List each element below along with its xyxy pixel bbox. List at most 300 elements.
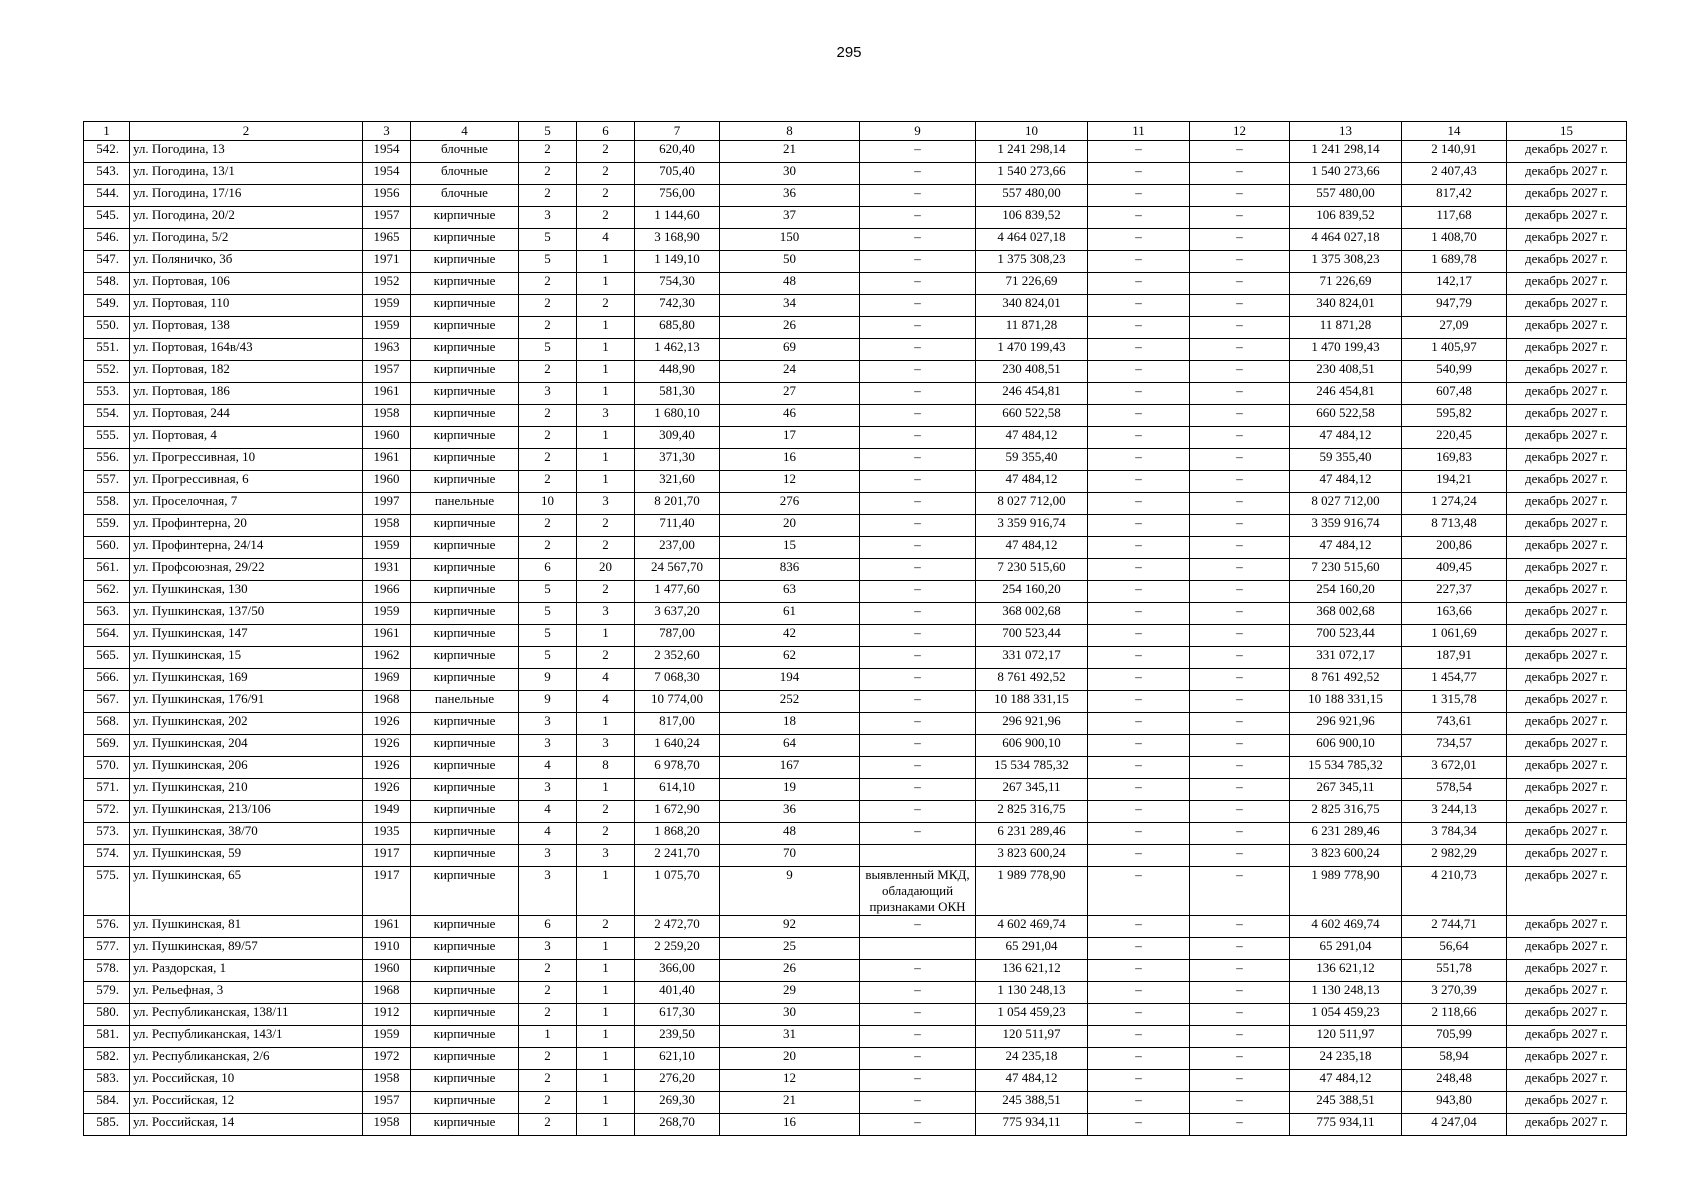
table-cell: 26 bbox=[720, 960, 860, 982]
column-header: 6 bbox=[577, 122, 635, 141]
table-cell: 59 355,40 bbox=[976, 449, 1088, 471]
table-cell: 340 824,01 bbox=[1290, 295, 1402, 317]
table-cell: 239,50 bbox=[635, 1026, 720, 1048]
table-cell: 9 bbox=[519, 691, 577, 713]
table-cell: ул. Пушкинская, 176/91 bbox=[130, 691, 363, 713]
table-cell: – bbox=[860, 251, 976, 273]
table-cell: 787,00 bbox=[635, 625, 720, 647]
table-cell: 1 bbox=[577, 427, 635, 449]
table-cell: 47 484,12 bbox=[976, 1070, 1088, 1092]
table-cell: ул. Пушкинская, 204 bbox=[130, 735, 363, 757]
table-cell: 3 bbox=[519, 383, 577, 405]
table-cell: 595,82 bbox=[1402, 405, 1507, 427]
table-row bbox=[84, 1070, 1627, 1092]
table-cell: 620,40 bbox=[635, 141, 720, 163]
table-cell: ул. Прогрессивная, 10 bbox=[130, 449, 363, 471]
table-cell: ул. Пушкинская, 81 bbox=[130, 916, 363, 938]
table-cell: 47 484,12 bbox=[1290, 1070, 1402, 1092]
table-cell: 550. bbox=[84, 317, 130, 339]
table-cell: 3 359 916,74 bbox=[976, 515, 1088, 537]
table-cell: – bbox=[1190, 361, 1290, 383]
table-cell: декабрь 2027 г. bbox=[1507, 493, 1627, 515]
table-cell: ул. Российская, 12 bbox=[130, 1092, 363, 1114]
table-cell: 3 bbox=[519, 845, 577, 867]
table-cell: 572. bbox=[84, 801, 130, 823]
table-cell: 1965 bbox=[363, 229, 411, 251]
table-cell: – bbox=[860, 801, 976, 823]
table-cell: 8 713,48 bbox=[1402, 515, 1507, 537]
table-cell: – bbox=[1190, 251, 1290, 273]
table-cell: 47 484,12 bbox=[1290, 471, 1402, 493]
table-cell: кирпичные bbox=[411, 229, 519, 251]
table-cell: 4 bbox=[519, 823, 577, 845]
table-cell: 47 484,12 bbox=[976, 427, 1088, 449]
table-cell: 24 235,18 bbox=[976, 1048, 1088, 1070]
table-cell: – bbox=[1088, 1026, 1190, 1048]
table-cell: 1961 bbox=[363, 449, 411, 471]
table-row bbox=[84, 185, 1627, 207]
table-cell: 555. bbox=[84, 427, 130, 449]
table-cell: ул. Пушкинская, 206 bbox=[130, 757, 363, 779]
table-cell: 1 868,20 bbox=[635, 823, 720, 845]
table-cell: 1 375 308,23 bbox=[1290, 251, 1402, 273]
table-cell: 269,30 bbox=[635, 1092, 720, 1114]
table-cell: 18 bbox=[720, 713, 860, 735]
table-cell: 24 567,70 bbox=[635, 559, 720, 581]
table-cell: кирпичные bbox=[411, 1070, 519, 1092]
table-cell: 227,37 bbox=[1402, 581, 1507, 603]
table-cell: декабрь 2027 г. bbox=[1507, 647, 1627, 669]
table-cell: – bbox=[860, 515, 976, 537]
table-cell: – bbox=[1190, 427, 1290, 449]
table-cell: 1 bbox=[577, 1004, 635, 1026]
table-cell: – bbox=[860, 691, 976, 713]
table-cell: 21 bbox=[720, 141, 860, 163]
table-row bbox=[84, 1092, 1627, 1114]
table-cell: 2 bbox=[519, 405, 577, 427]
table-cell: ул. Профсоюзная, 29/22 bbox=[130, 559, 363, 581]
table-cell: 61 bbox=[720, 603, 860, 625]
table-cell: – bbox=[1088, 1004, 1190, 1026]
table-cell: 3 bbox=[577, 493, 635, 515]
table-cell: – bbox=[1088, 735, 1190, 757]
table-cell: 9 bbox=[519, 669, 577, 691]
table-cell: – bbox=[860, 537, 976, 559]
table-cell: 65 291,04 bbox=[1290, 938, 1402, 960]
table-cell: декабрь 2027 г. bbox=[1507, 251, 1627, 273]
table-cell: 30 bbox=[720, 1004, 860, 1026]
table-cell: 2 bbox=[519, 537, 577, 559]
table-row bbox=[84, 207, 1627, 229]
table-cell: 1 bbox=[577, 867, 635, 916]
table-cell: – bbox=[1088, 713, 1190, 735]
table-row bbox=[84, 1004, 1627, 1026]
table-cell: 120 511,97 bbox=[976, 1026, 1088, 1048]
table-cell: декабрь 2027 г. bbox=[1507, 823, 1627, 845]
table-body bbox=[84, 122, 1627, 1136]
table-cell: 7 230 515,60 bbox=[1290, 559, 1402, 581]
table-cell: декабрь 2027 г. bbox=[1507, 779, 1627, 801]
table-cell: ул. Республиканская, 143/1 bbox=[130, 1026, 363, 1048]
table-cell: 230 408,51 bbox=[1290, 361, 1402, 383]
table-cell: – bbox=[1088, 845, 1190, 867]
table-cell: 568. bbox=[84, 713, 130, 735]
table-cell: 1 640,24 bbox=[635, 735, 720, 757]
table-cell: – bbox=[860, 960, 976, 982]
table-cell: декабрь 2027 г. bbox=[1507, 938, 1627, 960]
table-cell: 2 352,60 bbox=[635, 647, 720, 669]
table-cell: 10 188 331,15 bbox=[1290, 691, 1402, 713]
table-cell: 1912 bbox=[363, 1004, 411, 1026]
table-cell: 1961 bbox=[363, 625, 411, 647]
table-cell: 71 226,69 bbox=[1290, 273, 1402, 295]
table-cell: – bbox=[1088, 669, 1190, 691]
table-cell: 561. bbox=[84, 559, 130, 581]
table-cell: 565. bbox=[84, 647, 130, 669]
table-cell: 1 bbox=[577, 361, 635, 383]
table-cell: 817,42 bbox=[1402, 185, 1507, 207]
table-cell: – bbox=[1190, 1004, 1290, 1026]
table-cell: 775 934,11 bbox=[1290, 1114, 1402, 1136]
table-cell: 276 bbox=[720, 493, 860, 515]
table-cell: 1 bbox=[577, 251, 635, 273]
table-cell: 3 823 600,24 bbox=[976, 845, 1088, 867]
table-cell: 560. bbox=[84, 537, 130, 559]
table-cell: кирпичные bbox=[411, 581, 519, 603]
table-cell: ул. Профинтерна, 24/14 bbox=[130, 537, 363, 559]
table-cell: декабрь 2027 г. bbox=[1507, 691, 1627, 713]
table-cell: 580. bbox=[84, 1004, 130, 1026]
table-row bbox=[84, 647, 1627, 669]
column-header: 4 bbox=[411, 122, 519, 141]
table-cell: 1958 bbox=[363, 1070, 411, 1092]
table-cell: 1958 bbox=[363, 1114, 411, 1136]
table-cell: 27 bbox=[720, 383, 860, 405]
table-cell: 2 bbox=[519, 273, 577, 295]
table-cell: 2 bbox=[519, 317, 577, 339]
table-cell: 47 484,12 bbox=[976, 471, 1088, 493]
table-cell: 1963 bbox=[363, 339, 411, 361]
table-cell: декабрь 2027 г. bbox=[1507, 295, 1627, 317]
table-cell: – bbox=[860, 823, 976, 845]
table-cell: 136 621,12 bbox=[976, 960, 1088, 982]
table-cell: 1 470 199,43 bbox=[976, 339, 1088, 361]
table-cell: выявленный МКД, обладающий признаками ОКН bbox=[860, 867, 976, 916]
table-cell: 1 672,90 bbox=[635, 801, 720, 823]
table-cell: 296 921,96 bbox=[1290, 713, 1402, 735]
table-cell: 245 388,51 bbox=[1290, 1092, 1402, 1114]
table-cell: 20 bbox=[720, 515, 860, 537]
table-cell: 4 bbox=[577, 691, 635, 713]
table-cell: – bbox=[1088, 916, 1190, 938]
table-row bbox=[84, 757, 1627, 779]
table-cell: кирпичные bbox=[411, 1004, 519, 1026]
table-cell: кирпичные bbox=[411, 982, 519, 1004]
table-cell: 1 477,60 bbox=[635, 581, 720, 603]
table-cell: ул. Погодина, 13 bbox=[130, 141, 363, 163]
table-cell: 4 602 469,74 bbox=[1290, 916, 1402, 938]
table-cell: 4 bbox=[577, 669, 635, 691]
table-cell: 2 bbox=[577, 916, 635, 938]
table-cell: кирпичные bbox=[411, 625, 519, 647]
table-cell: 2 241,70 bbox=[635, 845, 720, 867]
table-cell: – bbox=[860, 361, 976, 383]
table-cell: кирпичные bbox=[411, 779, 519, 801]
table-cell: 31 bbox=[720, 1026, 860, 1048]
table-cell: 15 bbox=[720, 537, 860, 559]
table-row bbox=[84, 845, 1627, 867]
table-cell: 660 522,58 bbox=[976, 405, 1088, 427]
table-row bbox=[84, 229, 1627, 251]
table-cell: 8 027 712,00 bbox=[1290, 493, 1402, 515]
table-cell: декабрь 2027 г. bbox=[1507, 916, 1627, 938]
table-cell: – bbox=[1190, 647, 1290, 669]
table-cell: 17 bbox=[720, 427, 860, 449]
table-cell: 4 602 469,74 bbox=[976, 916, 1088, 938]
table-cell: кирпичные bbox=[411, 273, 519, 295]
table-cell: 237,00 bbox=[635, 537, 720, 559]
table-cell: 575. bbox=[84, 867, 130, 916]
table-cell: 1 241 298,14 bbox=[1290, 141, 1402, 163]
table-cell: – bbox=[1088, 757, 1190, 779]
table-cell: 578. bbox=[84, 960, 130, 982]
table-cell: 20 bbox=[577, 559, 635, 581]
table-row bbox=[84, 1026, 1627, 1048]
table-cell: ул. Пушкинская, 130 bbox=[130, 581, 363, 603]
table-cell: – bbox=[860, 757, 976, 779]
table-cell: 1958 bbox=[363, 515, 411, 537]
table-cell: декабрь 2027 г. bbox=[1507, 339, 1627, 361]
table-cell: 2 bbox=[577, 581, 635, 603]
table-cell: 2 bbox=[577, 647, 635, 669]
table-row bbox=[84, 982, 1627, 1004]
table-cell: 246 454,81 bbox=[976, 383, 1088, 405]
table-cell: ул. Пушкинская, 213/106 bbox=[130, 801, 363, 823]
table-cell: 340 824,01 bbox=[976, 295, 1088, 317]
table-cell: 1959 bbox=[363, 603, 411, 625]
table-cell: 1 bbox=[519, 1026, 577, 1048]
table-cell: 1954 bbox=[363, 141, 411, 163]
table-cell: 2 825 316,75 bbox=[976, 801, 1088, 823]
table-row bbox=[84, 383, 1627, 405]
table-cell: 5 bbox=[519, 251, 577, 273]
table-cell: 584. bbox=[84, 1092, 130, 1114]
header-row bbox=[84, 122, 1627, 141]
column-header: 7 bbox=[635, 122, 720, 141]
table-cell: 321,60 bbox=[635, 471, 720, 493]
table-cell: 570. bbox=[84, 757, 130, 779]
table-cell: ул. Поляничко, 3б bbox=[130, 251, 363, 273]
table-cell: 1 bbox=[577, 1048, 635, 1070]
table-cell: 1 bbox=[577, 982, 635, 1004]
table-cell: – bbox=[860, 1026, 976, 1048]
table-cell: кирпичные bbox=[411, 735, 519, 757]
table-cell: – bbox=[860, 207, 976, 229]
table-cell: – bbox=[1088, 405, 1190, 427]
table-cell: 700 523,44 bbox=[976, 625, 1088, 647]
table-cell: – bbox=[860, 427, 976, 449]
table-cell: ул. Пушкинская, 38/70 bbox=[130, 823, 363, 845]
table-cell: 660 522,58 bbox=[1290, 405, 1402, 427]
table-cell: 42 bbox=[720, 625, 860, 647]
table-cell: 194,21 bbox=[1402, 471, 1507, 493]
table-cell: – bbox=[860, 559, 976, 581]
table-cell: ул. Портовая, 186 bbox=[130, 383, 363, 405]
table-cell: 26 bbox=[720, 317, 860, 339]
table-cell: 24 235,18 bbox=[1290, 1048, 1402, 1070]
table-cell: 1968 bbox=[363, 982, 411, 1004]
table-cell: 1 bbox=[577, 938, 635, 960]
table-cell: 30 bbox=[720, 163, 860, 185]
table-cell: – bbox=[1088, 603, 1190, 625]
table-cell: 542. bbox=[84, 141, 130, 163]
table-cell: 544. bbox=[84, 185, 130, 207]
table-cell: – bbox=[860, 669, 976, 691]
table-cell: кирпичные bbox=[411, 515, 519, 537]
table-cell: декабрь 2027 г. bbox=[1507, 603, 1627, 625]
table-cell: 734,57 bbox=[1402, 735, 1507, 757]
table-cell: 267 345,11 bbox=[976, 779, 1088, 801]
table-cell: декабрь 2027 г. bbox=[1507, 669, 1627, 691]
table-cell: 817,00 bbox=[635, 713, 720, 735]
table-cell: ул. Пушкинская, 89/57 bbox=[130, 938, 363, 960]
table-cell: ул. Портовая, 110 bbox=[130, 295, 363, 317]
table-cell: – bbox=[1088, 960, 1190, 982]
table-cell: 6 978,70 bbox=[635, 757, 720, 779]
table-cell: 24 bbox=[720, 361, 860, 383]
table-cell: 1 bbox=[577, 449, 635, 471]
table-cell: кирпичные bbox=[411, 427, 519, 449]
table-cell: 742,30 bbox=[635, 295, 720, 317]
table-cell: 5 bbox=[519, 603, 577, 625]
table-cell: блочные bbox=[411, 185, 519, 207]
table-cell: декабрь 2027 г. bbox=[1507, 537, 1627, 559]
table-cell: 64 bbox=[720, 735, 860, 757]
table-cell bbox=[860, 938, 976, 960]
table-cell: 5 bbox=[519, 229, 577, 251]
table-cell: 754,30 bbox=[635, 273, 720, 295]
table-cell: кирпичные bbox=[411, 471, 519, 493]
table-cell: ул. Пушкинская, 202 bbox=[130, 713, 363, 735]
table-cell: 1954 bbox=[363, 163, 411, 185]
table-cell: – bbox=[1088, 1114, 1190, 1136]
table-cell: 3 bbox=[519, 867, 577, 916]
table-cell: – bbox=[1190, 779, 1290, 801]
table-cell: блочные bbox=[411, 141, 519, 163]
table-cell: кирпичные bbox=[411, 801, 519, 823]
table-cell: 15 534 785,32 bbox=[1290, 757, 1402, 779]
table-cell: 1 130 248,13 bbox=[1290, 982, 1402, 1004]
table-cell: 106 839,52 bbox=[976, 207, 1088, 229]
table-cell: ул. Погодина, 20/2 bbox=[130, 207, 363, 229]
table-cell: 1 149,10 bbox=[635, 251, 720, 273]
table-cell: 1 989 778,90 bbox=[1290, 867, 1402, 916]
table-cell: 2 407,43 bbox=[1402, 163, 1507, 185]
table-row bbox=[84, 251, 1627, 273]
table-cell: 2 982,29 bbox=[1402, 845, 1507, 867]
table-row bbox=[84, 960, 1627, 982]
table-cell: кирпичные bbox=[411, 1026, 519, 1048]
table-cell: 558. bbox=[84, 493, 130, 515]
table-cell: ул. Профинтерна, 20 bbox=[130, 515, 363, 537]
table-cell: декабрь 2027 г. bbox=[1507, 1004, 1627, 1026]
table-cell: 10 bbox=[519, 493, 577, 515]
column-header: 3 bbox=[363, 122, 411, 141]
table-cell: декабрь 2027 г. bbox=[1507, 449, 1627, 471]
table-cell: – bbox=[860, 1114, 976, 1136]
table-cell: 1 375 308,23 bbox=[976, 251, 1088, 273]
table-cell: 1 540 273,66 bbox=[1290, 163, 1402, 185]
column-header: 9 bbox=[860, 122, 976, 141]
table-cell: 8 761 492,52 bbox=[976, 669, 1088, 691]
table-cell: 1961 bbox=[363, 383, 411, 405]
table-cell: 1 bbox=[577, 625, 635, 647]
table-cell: панельные bbox=[411, 691, 519, 713]
table-cell: 9 bbox=[720, 867, 860, 916]
table-cell: 2 bbox=[577, 537, 635, 559]
table-cell: 245 388,51 bbox=[976, 1092, 1088, 1114]
table-cell: – bbox=[1190, 493, 1290, 515]
table-cell: 577. bbox=[84, 938, 130, 960]
table-cell: – bbox=[860, 163, 976, 185]
table-cell: – bbox=[860, 735, 976, 757]
table-cell: 1968 bbox=[363, 691, 411, 713]
table-cell: 1926 bbox=[363, 757, 411, 779]
table-cell: 756,00 bbox=[635, 185, 720, 207]
table-cell: 1 689,78 bbox=[1402, 251, 1507, 273]
table-cell: ул. Республиканская, 138/11 bbox=[130, 1004, 363, 1026]
table-cell: 711,40 bbox=[635, 515, 720, 537]
table-cell: 743,61 bbox=[1402, 713, 1507, 735]
table-cell: 12 bbox=[720, 471, 860, 493]
table-cell: декабрь 2027 г. bbox=[1507, 845, 1627, 867]
table-cell: 2 bbox=[519, 1070, 577, 1092]
table-cell: – bbox=[1190, 735, 1290, 757]
table-row bbox=[84, 1048, 1627, 1070]
table-cell: 71 226,69 bbox=[976, 273, 1088, 295]
table-cell: кирпичные bbox=[411, 1092, 519, 1114]
table-cell: 136 621,12 bbox=[1290, 960, 1402, 982]
table-cell: 1972 bbox=[363, 1048, 411, 1070]
table-row bbox=[84, 405, 1627, 427]
table-cell: 1969 bbox=[363, 669, 411, 691]
table-cell: декабрь 2027 г. bbox=[1507, 207, 1627, 229]
table-cell: – bbox=[1088, 823, 1190, 845]
table-cell: 1 061,69 bbox=[1402, 625, 1507, 647]
table-cell: 106 839,52 bbox=[1290, 207, 1402, 229]
table-cell: – bbox=[1088, 229, 1190, 251]
column-header: 15 bbox=[1507, 122, 1627, 141]
table-cell: 1959 bbox=[363, 1026, 411, 1048]
table-cell: – bbox=[1088, 449, 1190, 471]
table-cell: 614,10 bbox=[635, 779, 720, 801]
table-cell: 252 bbox=[720, 691, 860, 713]
table-cell: – bbox=[1088, 559, 1190, 581]
table-cell: 2 bbox=[519, 449, 577, 471]
table-row bbox=[84, 735, 1627, 757]
table-cell: – bbox=[860, 405, 976, 427]
table-cell: 553. bbox=[84, 383, 130, 405]
table-cell: декабрь 2027 г. bbox=[1507, 625, 1627, 647]
table-cell: кирпичные bbox=[411, 669, 519, 691]
table-row bbox=[84, 581, 1627, 603]
table-cell: 3 bbox=[577, 735, 635, 757]
table-cell: 1960 bbox=[363, 427, 411, 449]
table-cell: кирпичные bbox=[411, 339, 519, 361]
table-cell: 1 462,13 bbox=[635, 339, 720, 361]
column-header: 12 bbox=[1190, 122, 1290, 141]
table-cell: 3 784,34 bbox=[1402, 823, 1507, 845]
